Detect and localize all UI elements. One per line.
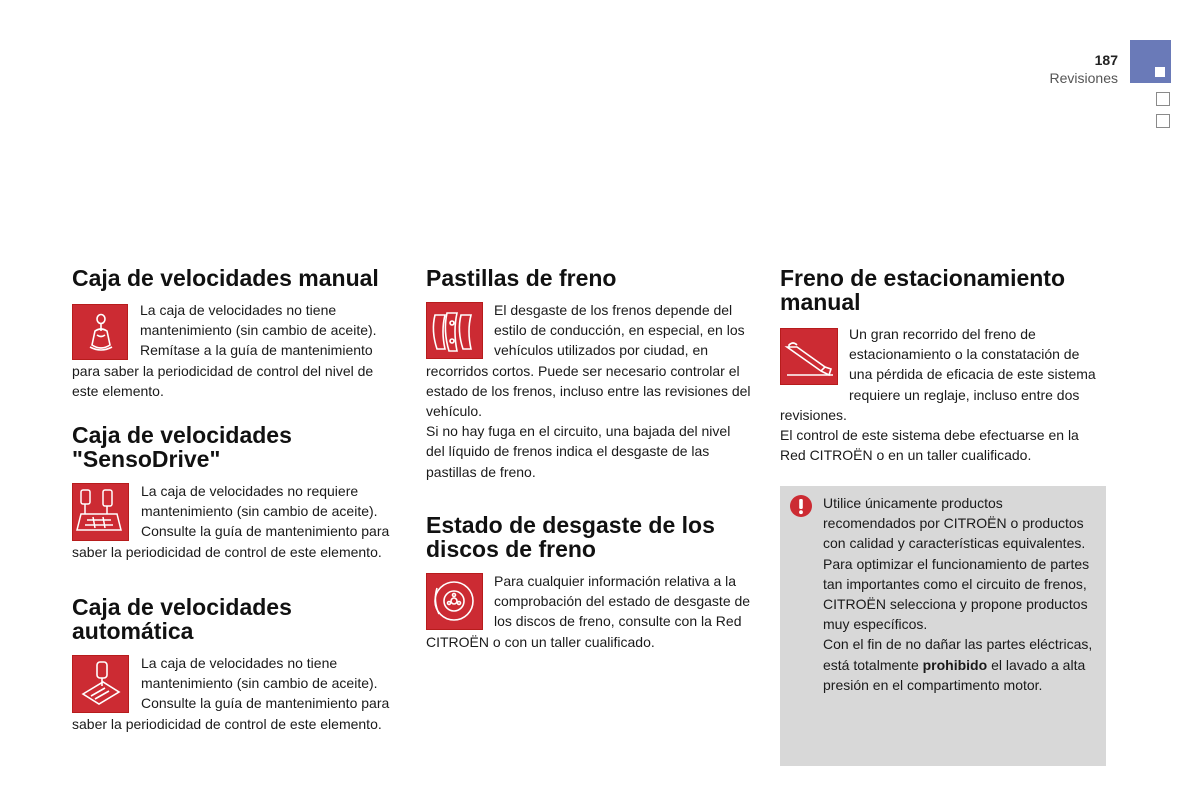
- chapter-marker-3: [1156, 114, 1170, 128]
- warning-text: [823, 493, 1093, 695]
- page-number: 187: [1094, 52, 1118, 68]
- heading-automatic-line2: automática: [72, 618, 194, 644]
- automatic-gear-icon: [72, 655, 129, 713]
- text-sensodrive: La caja de velocidades no requiere mantenimiento (sin cambio de aceite). Consulte la guía de mantenimiento para saber la periodicidad de control de este elemento.: [72, 483, 390, 560]
- heading-automatic-line1: Caja de velocidades: [72, 594, 292, 620]
- heading-manual-gearbox: Caja de velocidades manual: [72, 265, 379, 291]
- warning-text-3: [823, 634, 1093, 695]
- warning-icon: [790, 495, 812, 517]
- text-parking-brake-1: Un gran recorrido del freno de estacionamiento o la constatación de una pérdida de eficacia de este sistema requiere un reglaje, incluso entre dos revisiones.: [780, 326, 1096, 423]
- heading-sensodrive: [72, 423, 402, 471]
- chapter-tab-marker: [1155, 67, 1165, 77]
- section-manual-gearbox: [72, 266, 402, 401]
- brake-pads-icon: [426, 302, 483, 359]
- sensodrive-gear-icon: [72, 483, 129, 541]
- warning-text-3c: el lavado a alta presión en el compartimento motor.: [823, 656, 1086, 693]
- brake-disc-icon: [426, 573, 483, 630]
- text-manual-gearbox: La caja de velocidades no tiene mantenimiento (sin cambio de aceite). Remítase a la guía de mantenimiento para saber la periodicidad de control del nivel de este elemento.: [72, 302, 377, 399]
- warning-prohibited: prohibido: [922, 656, 988, 673]
- gear-lever-icon: [72, 304, 128, 360]
- warning-text-2: Para optimizar el funcionamiento de partes tan importantes como el circuito de frenos, CITROËN selecciona y propone productos muy específicos.: [823, 555, 1090, 633]
- heading-sensodrive-line1: Caja de velocidades: [72, 422, 292, 448]
- parking-brake-icon: [780, 328, 838, 385]
- section-brake-pads: [426, 266, 752, 482]
- text-parking-brake-2: El control de este sistema debe efectuarse en la Red CITROËN o en un taller cualificado.: [780, 427, 1079, 464]
- heading-brake-pads: Pastillas de freno: [426, 265, 617, 291]
- warning-text-1: Utilice únicamente productos recomendados por CITROËN o productos con calidad y características equivalentes.: [823, 495, 1086, 552]
- heading-sensodrive-line2: "SensoDrive": [72, 446, 221, 472]
- warning-box: [780, 486, 1106, 766]
- text-automatic: La caja de velocidades no tiene mantenimiento (sin cambio de aceite). Consulte la guía de mantenimiento para saber la periodicidad de control de este elemento.: [72, 655, 390, 732]
- heading-automatic: [72, 595, 402, 643]
- chapter-tab: [1130, 40, 1171, 83]
- section-name: Revisiones: [1049, 70, 1118, 86]
- heading-parking-brake: [780, 266, 1100, 314]
- heading-brake-discs: [426, 513, 752, 561]
- heading-brake-discs-line2: discos de freno: [426, 536, 596, 562]
- text-brake-pads-1: El desgaste de los frenos depende del estilo de conducción, en especial, en los vehículos utilizados por ciudad, en recorridos cortos. Puede ser necesario controlar el estado de los frenos, incluso entre las revisiones del vehículo.: [426, 302, 751, 420]
- heading-parking-brake-line2: manual: [780, 289, 861, 315]
- warning-text-3a: Con el fin de no dañar las partes eléctricas, está totalmente: [823, 636, 1093, 673]
- section-brake-discs: [426, 513, 752, 652]
- text-brake-discs: Para cualquier información relativa a la comprobación del estado de desgaste de los discos de freno, consulte con la Red CITROËN o con un taller cualificado.: [426, 573, 751, 650]
- heading-parking-brake-line1: Freno de estacionamiento: [780, 265, 1066, 291]
- chapter-marker-2: [1156, 92, 1170, 106]
- section-automatic: [72, 595, 402, 734]
- section-parking-brake: [780, 266, 1100, 465]
- section-sensodrive: [72, 423, 402, 562]
- text-brake-pads-2: Si no hay fuga en el circuito, una bajada del nivel del líquido de frenos indica el desgaste de las pastillas de freno.: [426, 423, 731, 480]
- heading-brake-discs-line1: Estado de desgaste de los: [426, 512, 715, 538]
